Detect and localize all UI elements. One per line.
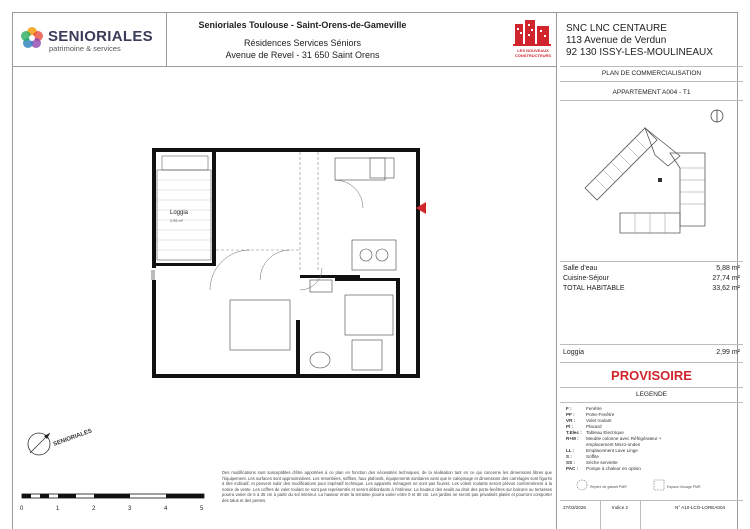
project-address: Avenue de Revel - 31 650 Saint Orens xyxy=(225,50,380,60)
footer-divider xyxy=(640,500,641,529)
building-key-plan xyxy=(575,108,735,258)
loggia-label: Loggia xyxy=(170,210,189,216)
compass-label: SENIORIALES xyxy=(52,428,93,448)
legend-item: S : Soffite xyxy=(566,454,599,459)
area-value: 27,74 m² xyxy=(712,275,740,282)
project-subtitle: Résidences Services Séniors xyxy=(243,38,362,48)
project-title: Senioriales Toulouse - Saint-Orens-de-Gameville xyxy=(198,20,407,30)
panel-line xyxy=(560,402,743,403)
client-street: 113 Avenue de Verdun xyxy=(566,35,667,46)
scale-tick: 3 xyxy=(128,506,132,512)
legend-item: F : Fenêtre xyxy=(566,406,602,411)
panel-line xyxy=(560,387,743,388)
loggia-row-value: 2,99 m² xyxy=(716,349,740,356)
scale-bar xyxy=(18,488,218,516)
scale-tick: 5 xyxy=(200,506,204,512)
legend-item: LL : Emplacement Lave Linge xyxy=(566,448,638,453)
footer-divider xyxy=(600,500,601,529)
developer-logo-line2: CONSTRUCTEURS xyxy=(514,53,552,58)
area-value: 33,62 m² xyxy=(712,285,740,292)
scale-tick: 0 xyxy=(20,506,24,512)
client-name: SNC LNC CENTAURE xyxy=(566,23,667,34)
legend-item: PF : Porte-Fenêtre xyxy=(566,412,615,417)
scale-tick: 1 xyxy=(56,506,60,512)
developer-logo-line1: LES NOUVEAUX xyxy=(517,48,549,53)
panel-line xyxy=(560,344,743,345)
legend-item: Pl : Placard xyxy=(566,424,602,429)
brand-logo xyxy=(20,26,160,58)
legal-disclaimer: Des modifications sont susceptibles d'être apportées à ce plan en fonction des nécessités techniques, de la réalisation tant en ce qui concerne les dimensions libres que l'équipement. Les surfaces sont approximatives. Les retombées, soffites, faux plafonds, équipements sanitaires ainsi que le calepinage et dimensions des carrelages sont figurés à titre indicatif, et peuvent subir des modifications pour impératif technique. Les appareils ménagers ne sont pas fournis. Les volets roulants seront prévus conformément à la notice de vente. Les coffres de volet roulant ne sont pas représentés et seront débordants à l'intérieur. La hauteur des seuils au droit des porte-fenêtres sur balcons ou terrasses pourra varier de 5 à 35 cm à partir du sol intérieur. La hauteur entre la terrasse pourra varier entre 0 et 60 cm. Les jardins ne seront pas privatisés platés et pourront comporter des talus et des pentes. xyxy=(222,470,552,503)
panel-line xyxy=(560,362,743,363)
developer-logo xyxy=(511,18,555,62)
panel-line xyxy=(560,100,743,101)
panel-line xyxy=(560,261,743,262)
footer-date: 27/03/2026 xyxy=(563,505,586,510)
brand-name: SENIORIALES xyxy=(48,28,153,45)
area-total-row xyxy=(563,285,740,292)
loggia-row xyxy=(563,349,740,356)
scale-tick: 2 xyxy=(92,506,96,512)
compass xyxy=(24,424,93,464)
legend-item: PAC : Pompe à chaleur en option xyxy=(566,466,641,471)
panel-line xyxy=(560,66,743,67)
area-label: Salle d'eau xyxy=(563,265,598,272)
pmr-space-icon xyxy=(652,478,666,492)
footer-index: Indice 2 xyxy=(612,505,629,510)
area-value: 5,88 m² xyxy=(716,265,740,272)
area-label: TOTAL HABITABLE xyxy=(563,285,625,292)
brand-tagline: patrimoine & services xyxy=(49,44,121,53)
legend-item: SS : Sèche serviette xyxy=(566,460,618,465)
pmr-template-icon xyxy=(575,478,589,492)
apartment-id: APPARTEMENT A004 - T1 xyxy=(612,89,691,96)
pmr-template-label: Repère de gabarit PMR xyxy=(590,485,627,489)
frame-left xyxy=(12,12,13,529)
legend-item: VR : Volet roulant xyxy=(566,418,612,423)
loggia-row-label: Loggia xyxy=(563,349,585,356)
floor-plan xyxy=(140,140,430,390)
frame-top xyxy=(12,12,738,13)
status-stamp: PROVISOIRE xyxy=(611,368,692,383)
doc-type: PLAN DE COMMERCIALISATION xyxy=(601,70,702,77)
panel-line xyxy=(560,81,743,82)
legend-item: T.Elec : Tableau Electrique xyxy=(566,430,624,435)
panel-divider xyxy=(556,12,557,529)
area-row xyxy=(563,265,740,272)
developer-logo-icon xyxy=(511,18,555,48)
logo-divider xyxy=(166,12,167,67)
area-row xyxy=(563,275,740,282)
footer-ref: N° A10-LCO-LOREA004 xyxy=(675,505,726,510)
header-divider xyxy=(12,66,557,67)
legend-item: emplacement Micro-ondes xyxy=(586,442,641,447)
brand-flower-icon xyxy=(20,26,44,50)
legend-item: R+M : Meuble colonne avec Réfrigérateur + xyxy=(566,436,662,441)
panel-line xyxy=(560,500,743,501)
client-city: 92 130 ISSY-LES-MOULINEAUX xyxy=(566,47,713,58)
loggia-area-label: 2,99 m² xyxy=(170,219,183,223)
area-label: Cuisine-Séjour xyxy=(563,275,609,282)
pmr-space-label: Espace d'usage PMR xyxy=(667,485,701,489)
legend-title: LEGENDE xyxy=(635,391,668,398)
scale-tick: 4 xyxy=(164,506,168,512)
